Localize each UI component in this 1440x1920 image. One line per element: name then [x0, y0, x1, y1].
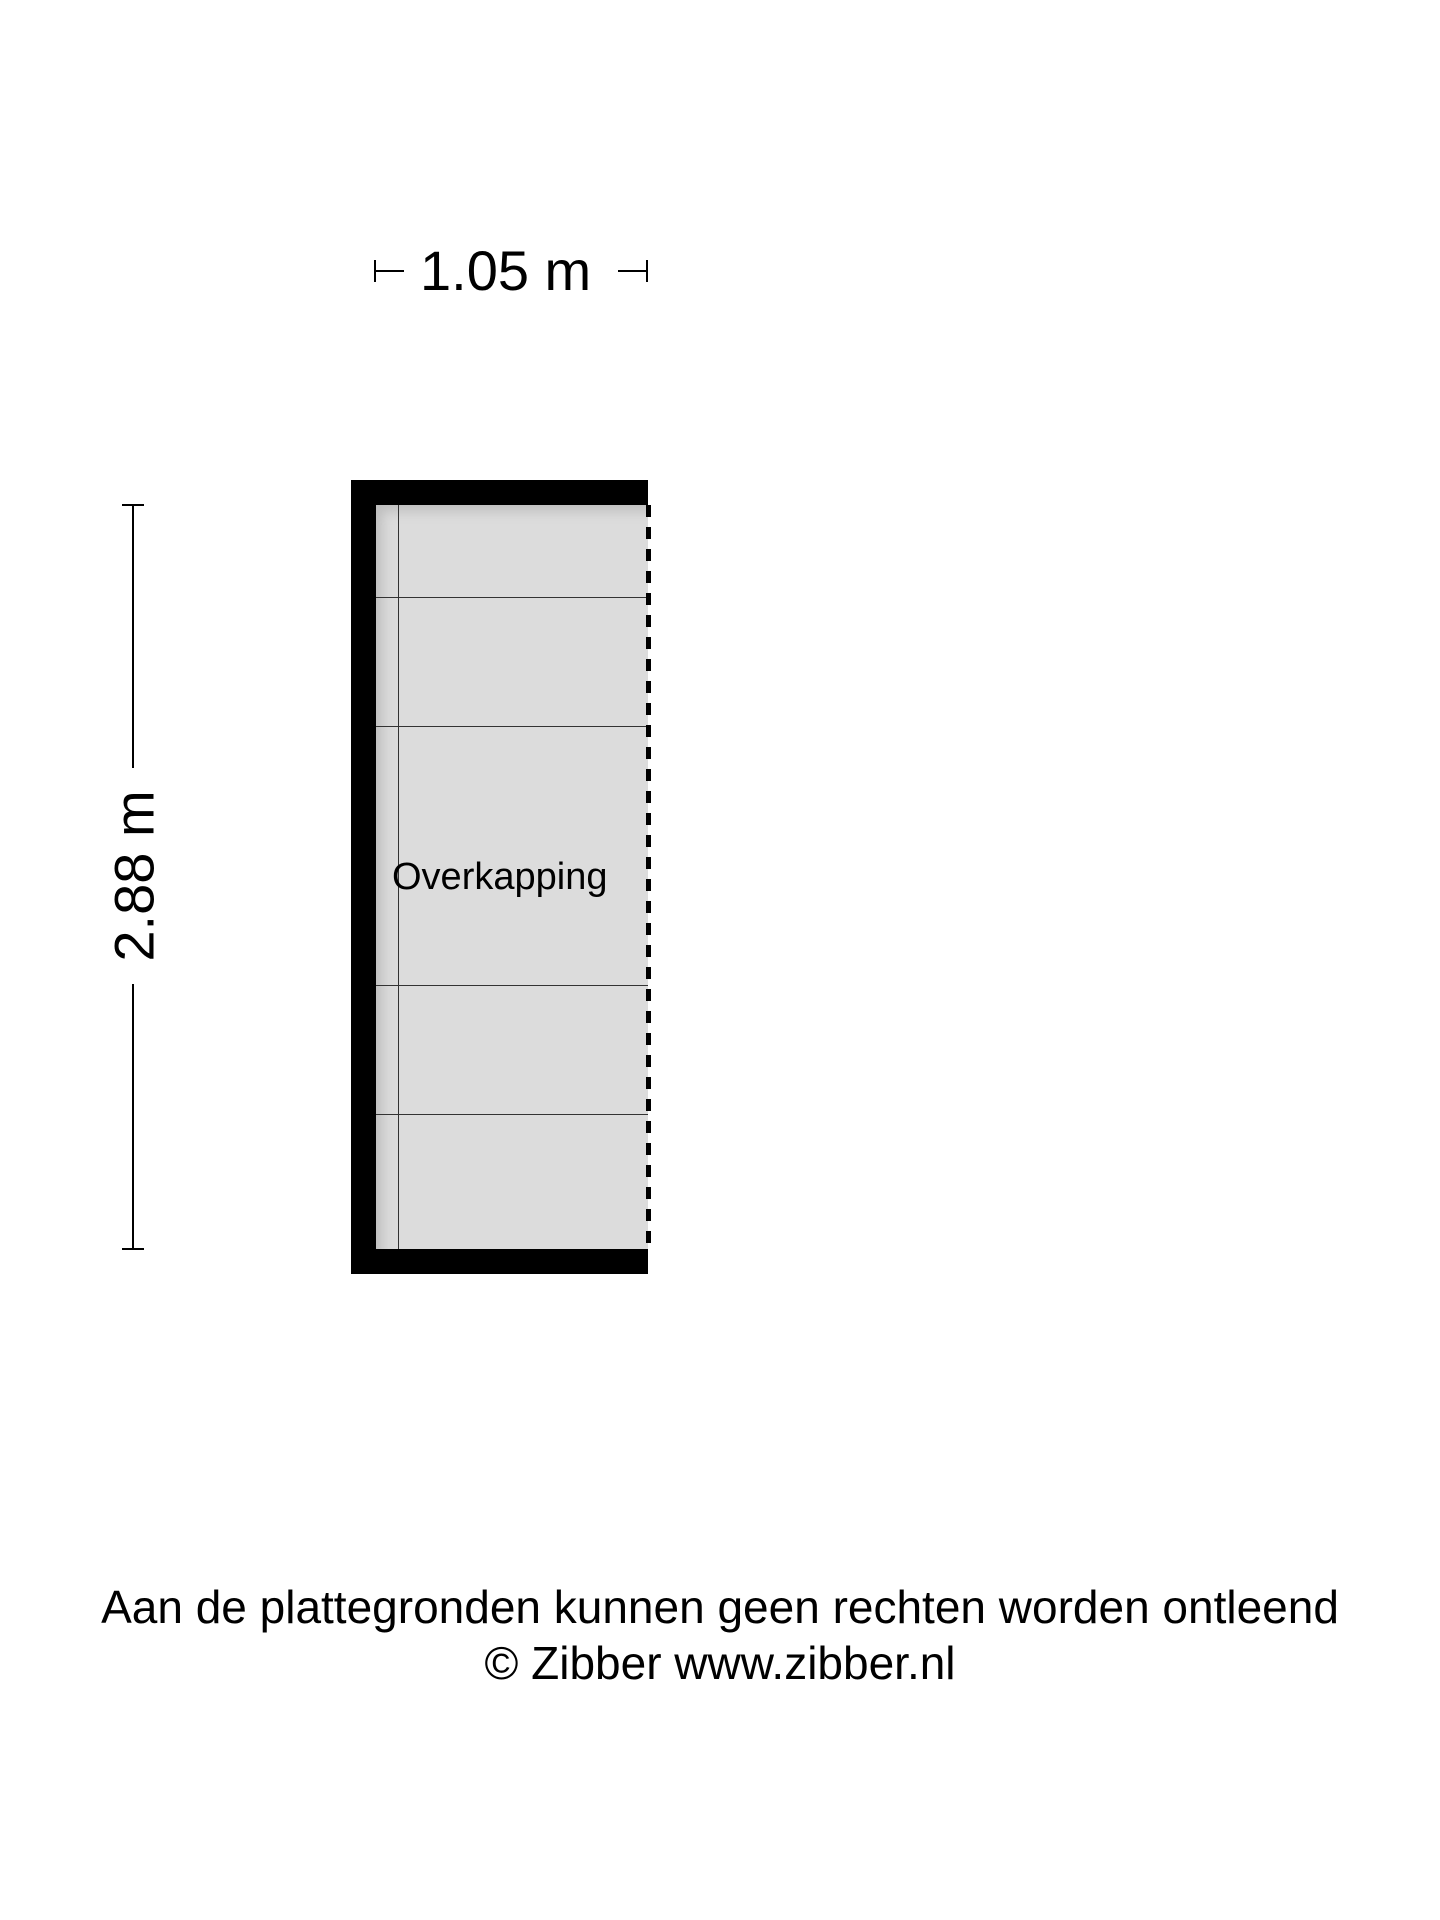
width-dimension-label: 1.05 m [420, 239, 592, 302]
height-dimension-label: 2.88 m [102, 790, 166, 962]
disclaimer-text: Aan de plattegronden kunnen geen rechten worden ontleend [101, 1581, 1339, 1633]
width-dimension-right-line [618, 270, 648, 272]
height-dimension-bottom-tick [122, 1248, 144, 1250]
copyright-text: © Zibber www.zibber.nl [484, 1637, 956, 1689]
roof-beam-line [376, 985, 648, 986]
height-dimension-bottom-line [132, 984, 134, 1249]
roof-beam-line [376, 1114, 648, 1115]
wall-bottom [351, 1249, 648, 1274]
width-dimension-right-tick [646, 260, 648, 282]
height-dimension-top-line [132, 505, 134, 768]
width-dimension-left-line [374, 270, 404, 272]
wall-left [351, 480, 376, 1274]
open-side-dashed-line [646, 505, 651, 1249]
roof-beam-line [376, 597, 648, 598]
room-label: Overkapping [392, 856, 608, 898]
roof-beam-line [376, 726, 648, 727]
wall-top [351, 480, 648, 505]
